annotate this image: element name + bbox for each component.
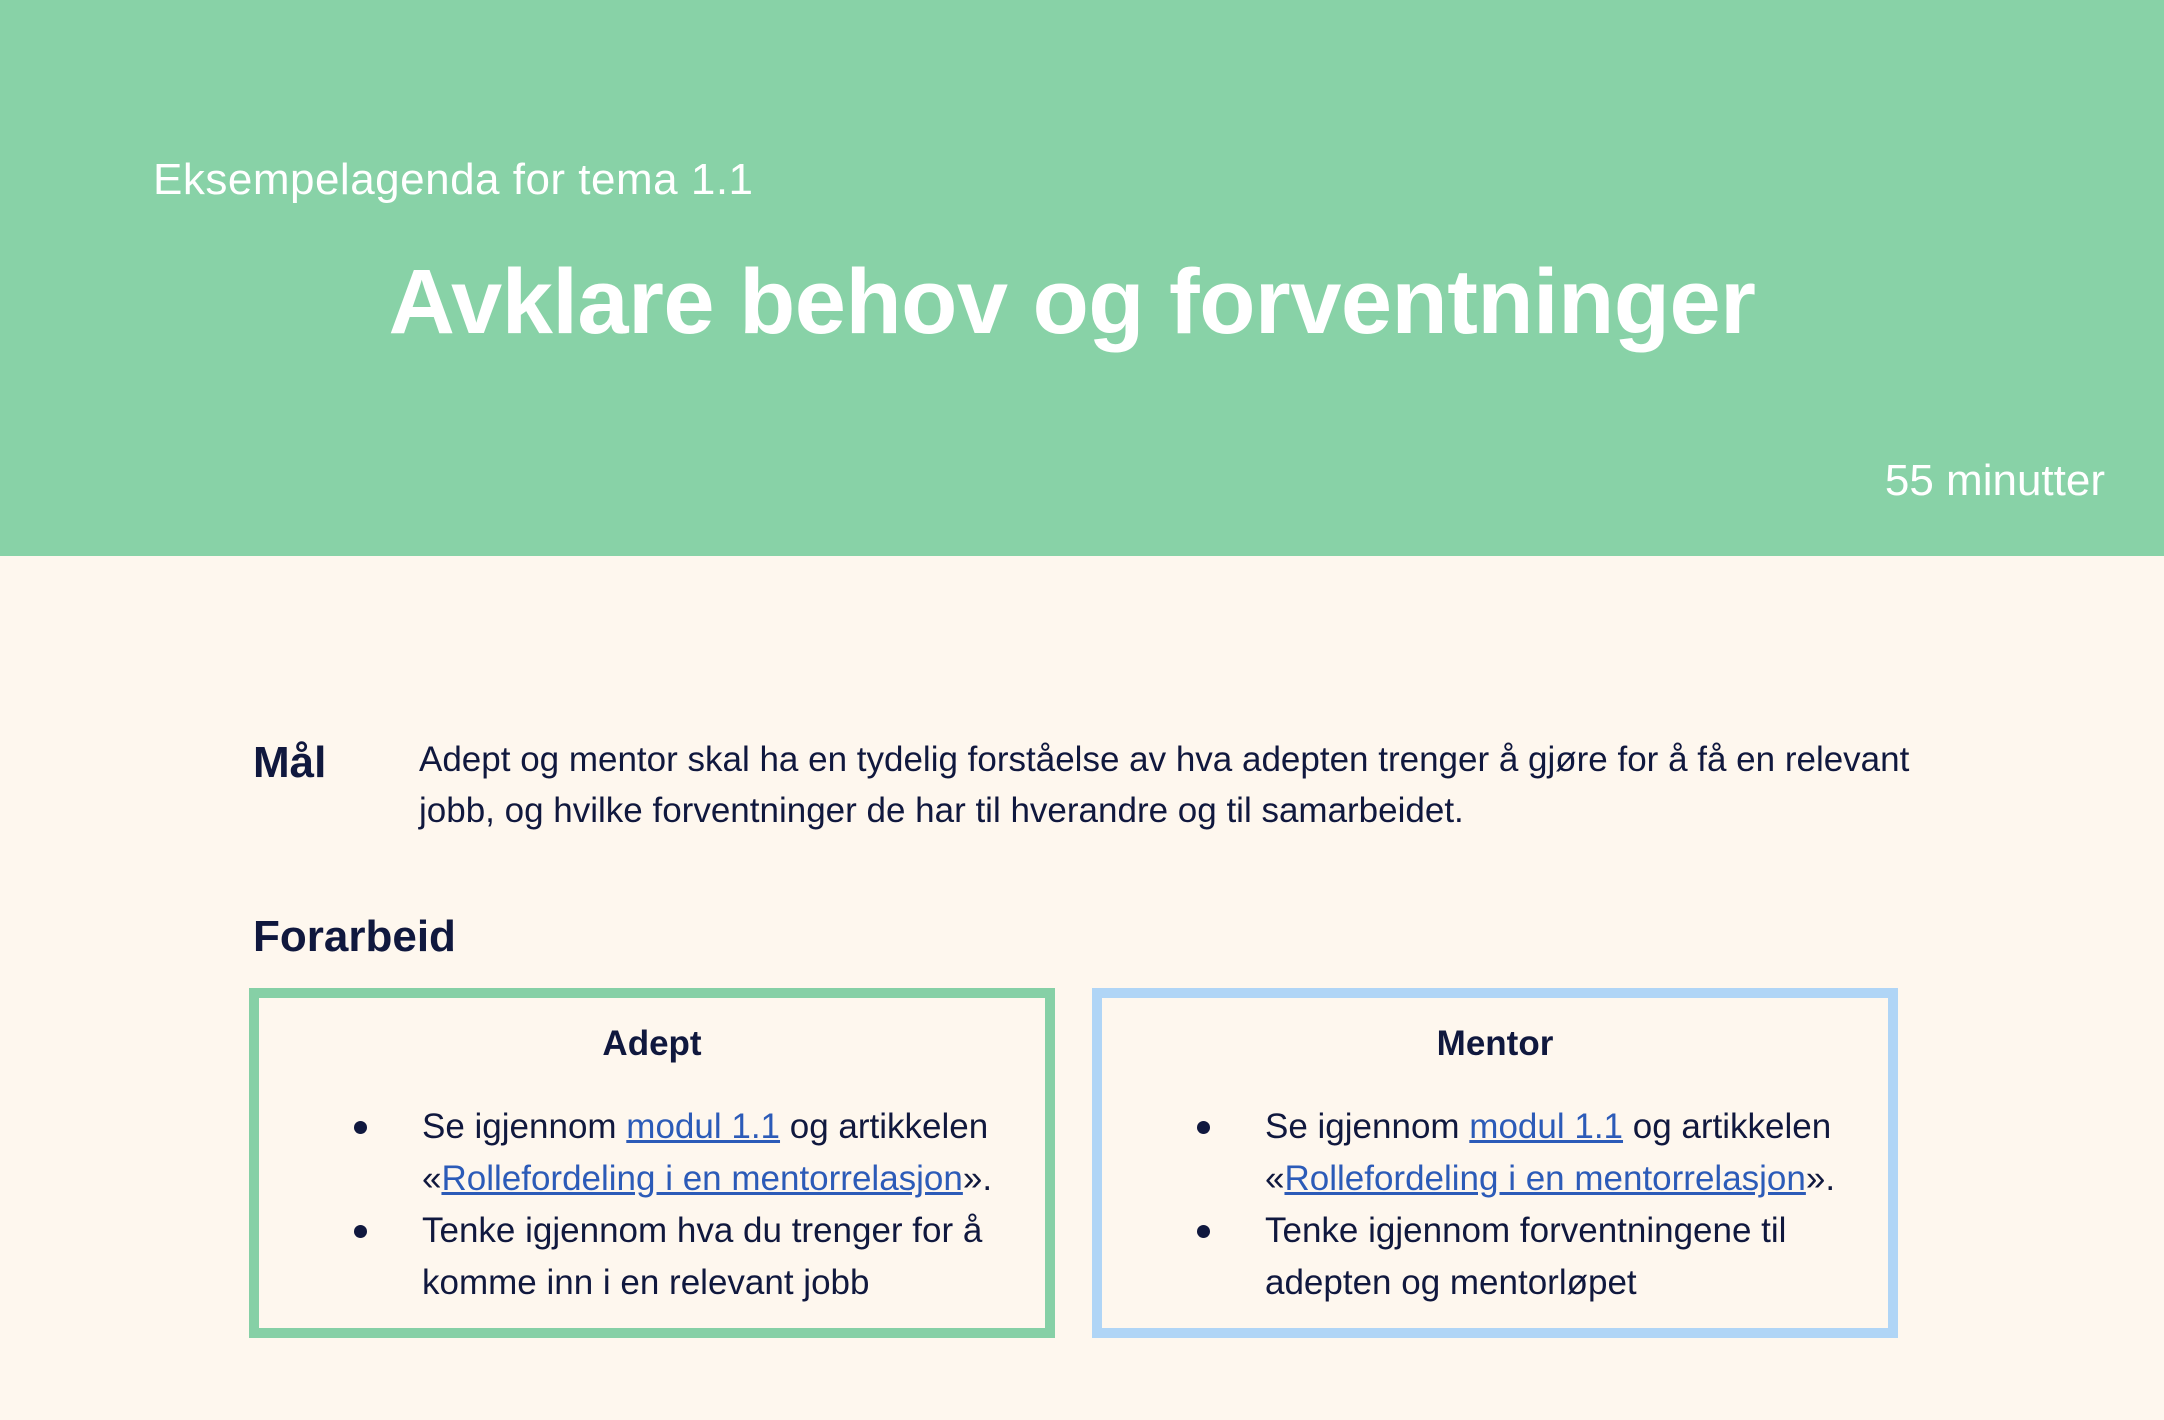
article-link[interactable]: Rollefordeling i en mentorrelasjon bbox=[441, 1159, 963, 1198]
goal-label: Mål bbox=[253, 738, 327, 787]
mentor-task-list bbox=[1102, 1101, 1885, 1309]
header-banner bbox=[0, 0, 2164, 556]
list-item: Tenke igjennom hva du trenger for å komme inn i en relevant jobb bbox=[422, 1205, 1042, 1309]
list-item bbox=[422, 1101, 1042, 1205]
item-text: ». bbox=[962, 1159, 993, 1198]
adept-card bbox=[249, 988, 1055, 1338]
agenda-subtitle: Eksempelagenda for tema 1.1 bbox=[153, 155, 754, 204]
item-text: Se igjennom bbox=[1265, 1107, 1470, 1146]
page-title bbox=[0, 250, 2164, 355]
module-link[interactable]: modul 1.1 bbox=[1469, 1107, 1624, 1146]
item-text: og artikkelen « bbox=[422, 1107, 989, 1198]
goal-text: Adept og mentor skal ha en tydelig forståelse av hva adepten trenger å gjøre for å få en relevant jobb, og hvilke forventninger de har til hverandre og til samarbeidet. bbox=[419, 740, 1910, 830]
mentor-card bbox=[1092, 988, 1898, 1338]
list-item bbox=[1265, 1101, 1885, 1205]
adept-task-list bbox=[259, 1101, 1042, 1309]
list-item: Tenke igjennom forventningene til adepten og mentorløpet bbox=[1265, 1205, 1885, 1309]
module-link[interactable]: modul 1.1 bbox=[626, 1107, 781, 1146]
page-title-text: Avklare behov og forventninger bbox=[388, 251, 1756, 353]
preparation-title: Forarbeid bbox=[253, 912, 456, 961]
adept-card-title: Adept bbox=[602, 1024, 702, 1063]
duration-label: 55 minutter bbox=[1884, 456, 2105, 505]
mentor-card-title: Mentor bbox=[1436, 1024, 1554, 1063]
item-text: Se igjennom bbox=[422, 1107, 627, 1146]
item-text: ». bbox=[1805, 1159, 1836, 1198]
item-text: og artikkelen « bbox=[1265, 1107, 1832, 1198]
article-link[interactable]: Rollefordeling i en mentorrelasjon bbox=[1284, 1159, 1806, 1198]
